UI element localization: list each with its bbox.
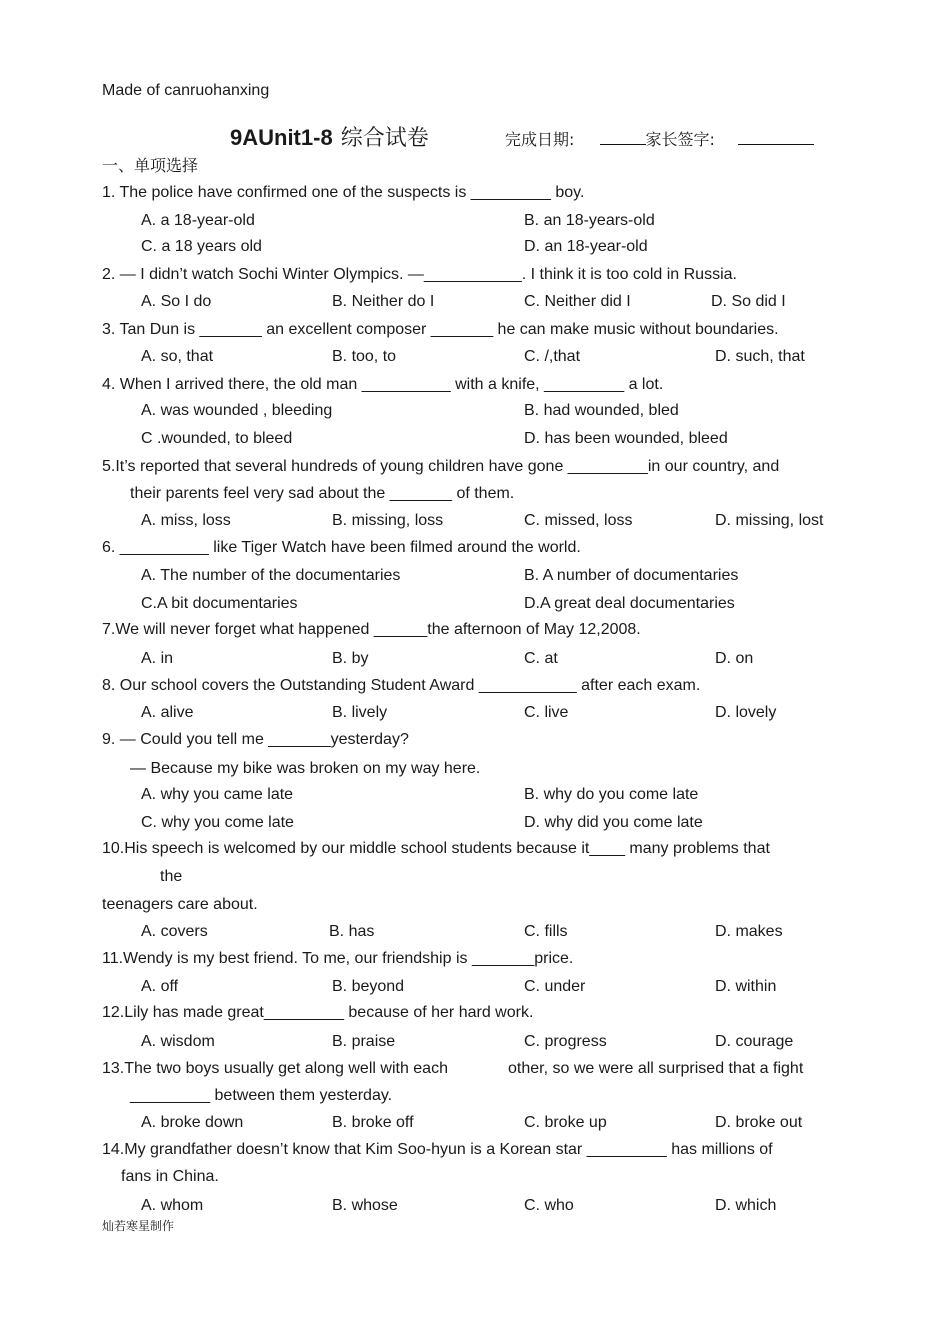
q7-option-b: B. by	[332, 650, 369, 667]
q4-option-c: C .wounded, to bleed	[141, 430, 293, 447]
question-8-stem: 8. Our school covers the Outstanding Student Award ___________ after each exam.	[102, 677, 701, 694]
q9-option-c: C. why you come late	[141, 814, 294, 831]
q10-option-b: B. has	[329, 923, 375, 940]
q2-option-c: C. Neither did I	[524, 293, 631, 310]
q10-option-d: D. makes	[715, 923, 783, 940]
q5-option-c: C. missed, loss	[524, 512, 633, 529]
q5-option-b: B. missing, loss	[332, 512, 444, 529]
question-7-stem: 7.We will never forget what happened ______the afternoon of May 12,2008.	[102, 621, 641, 638]
q4-option-a: A. was wounded , bleeding	[141, 402, 333, 419]
page-title	[230, 121, 429, 152]
q13-option-d: D. broke out	[715, 1114, 803, 1131]
q14-option-d: D. which	[715, 1197, 777, 1214]
sign-label: 家长签字:	[645, 130, 715, 149]
q10-option-a: A. covers	[141, 923, 208, 940]
q3-option-c: C. /,that	[524, 348, 581, 365]
question-9-stem: 9. — Could you tell me _______yesterday?	[102, 731, 409, 748]
q4-option-d: D. has been wounded, bleed	[524, 430, 728, 447]
question-12-stem: 12.Lily has made great_________ because of her hard work.	[102, 1004, 534, 1021]
q3-option-b: B. too, to	[332, 348, 397, 365]
question-1-stem: 1. The police have confirmed one of the suspects is _________ boy.	[102, 184, 585, 201]
q8-option-c: C. live	[524, 704, 569, 721]
q9-option-b: B. why do you come late	[524, 786, 699, 803]
q10-option-c: C. fills	[524, 923, 568, 940]
question-2-stem: 2. — I didn’t watch Sochi Winter Olympics. —___________. I think it is too cold in Russia.	[102, 266, 737, 283]
q6-option-b: B. A number of documentaries	[524, 567, 739, 584]
q11-option-d: D. within	[715, 978, 777, 995]
q6-option-c: C.A bit documentaries	[141, 595, 298, 612]
meta-fields	[505, 127, 814, 150]
q14-option-c: C. who	[524, 1197, 574, 1214]
question-11-stem: 11.Wendy is my best friend. To me, our friendship is _______price.	[102, 950, 574, 967]
q8-option-d: D. lovely	[715, 704, 777, 721]
sign-blank	[738, 128, 814, 145]
q12-option-c: C. progress	[524, 1033, 607, 1050]
question-4-stem: 4. When I arrived there, the old man __________ with a knife, _________ a lot.	[102, 376, 664, 393]
q3-option-d: D. such, that	[715, 348, 805, 365]
question-14-stem-cont: fans in China.	[121, 1168, 219, 1185]
q7-option-a: A. in	[141, 650, 174, 667]
question-13-stem-cont: _________ between them yesterday.	[130, 1087, 393, 1104]
q8-option-a: A. alive	[141, 704, 194, 721]
q13-option-c: C. broke up	[524, 1114, 607, 1131]
q9-option-d: D. why did you come late	[524, 814, 703, 831]
q11-option-a: A. off	[141, 978, 179, 995]
q12-option-d: D. courage	[715, 1033, 794, 1050]
date-label: 完成日期:	[505, 130, 575, 149]
question-5-stem-cont: their parents feel very sad about the _______ of them.	[130, 485, 515, 502]
q2-option-d: D. So did I	[711, 293, 786, 310]
question-6-stem: 6. __________ like Tiger Watch have been filmed around the world.	[102, 539, 581, 556]
q14-option-a: A. whom	[141, 1197, 204, 1214]
question-10-stem: 10.His speech is welcomed by our middle school students because it____ many problems that	[102, 840, 770, 857]
q6-option-a: A. The number of the documentaries	[141, 567, 401, 584]
q7-option-c: C. at	[524, 650, 558, 667]
q1-option-c: C. a 18 years old	[141, 238, 262, 255]
q11-option-b: B. beyond	[332, 978, 405, 995]
question-14-stem: 14.My grandfather doesn’t know that Kim Soo-hyun is a Korean star _________ has millions of	[102, 1141, 773, 1158]
title-code: 9AUnit1-8	[230, 125, 333, 150]
made-of-text: Made of canruohanxing	[102, 82, 270, 99]
question-13-stem: 13.The two boys usually get along well with each	[102, 1060, 448, 1077]
q5-option-a: A. miss, loss	[141, 512, 231, 529]
q9-option-a: A. why you came late	[141, 786, 294, 803]
q2-option-b: B. Neither do I	[332, 293, 435, 310]
question-9-stem-cont: — Because my bike was broken on my way here.	[130, 760, 481, 777]
q3-option-a: A. so, that	[141, 348, 214, 365]
footer-credit: 灿若寒星制作	[102, 1219, 175, 1233]
question-10-stem-cont2: teenagers care about.	[102, 896, 258, 913]
q1-option-a: A. a 18-year-old	[141, 212, 255, 229]
q13-option-a: A. broke down	[141, 1114, 244, 1131]
question-13-stem-right: other, so we were all surprised that a fight	[508, 1060, 804, 1077]
question-10-stem-cont: the	[160, 868, 183, 885]
date-blank	[600, 128, 646, 145]
q7-option-d: D. on	[715, 650, 754, 667]
question-5-stem: 5.It’s reported that several hundreds of young children have gone _________in our country, and	[102, 458, 780, 475]
q5-option-d: D. missing, lost	[715, 512, 824, 529]
q11-option-c: C. under	[524, 978, 586, 995]
q13-option-b: B. broke off	[332, 1114, 414, 1131]
q12-option-b: B. praise	[332, 1033, 396, 1050]
q14-option-b: B. whose	[332, 1197, 398, 1214]
title-chinese: 综合试卷	[340, 126, 429, 151]
q4-option-b: B. had wounded, bled	[524, 402, 679, 419]
question-3-stem: 3. Tan Dun is _______ an excellent composer _______ he can make music without boundaries.	[102, 321, 779, 338]
q2-option-a: A. So I do	[141, 293, 212, 310]
section-title: 一、单项选择	[102, 156, 199, 175]
q8-option-b: B. lively	[332, 704, 388, 721]
q6-option-d: D.A great deal documentaries	[524, 595, 735, 612]
q12-option-a: A. wisdom	[141, 1033, 215, 1050]
q1-option-d: D. an 18-year-old	[524, 238, 648, 255]
q1-option-b: B. an 18-years-old	[524, 212, 655, 229]
